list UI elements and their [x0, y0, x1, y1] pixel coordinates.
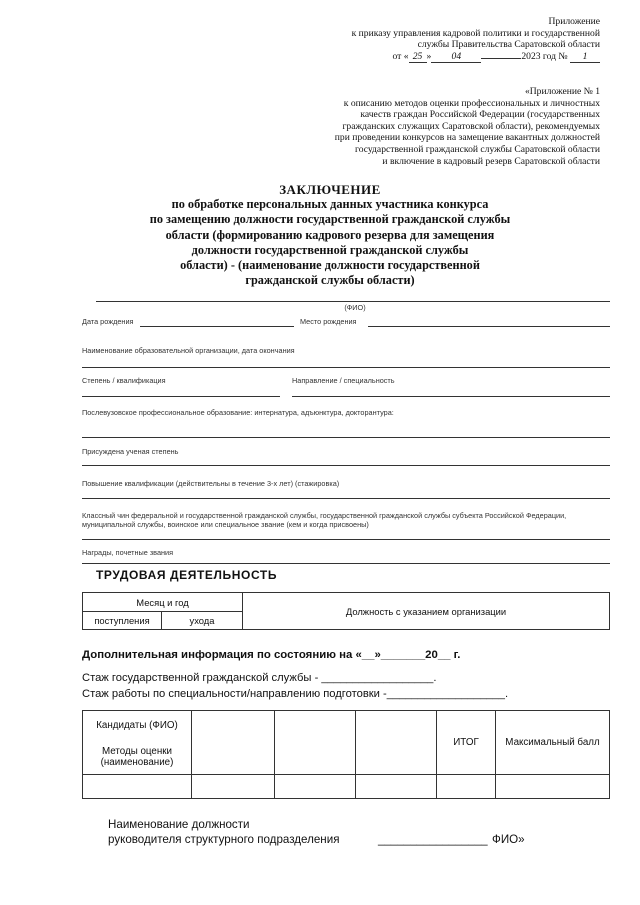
degree-label: Степень / квалификация [82, 376, 166, 385]
signature-department: руководителя структурного подразделения [108, 833, 340, 846]
eval-cell [437, 775, 496, 799]
appendix-block [335, 86, 600, 167]
candidates-header: Кандидаты (ФИО) [83, 711, 192, 740]
month-year-header: Месяц и год [83, 593, 243, 612]
appendix-line: «Приложение № 1 [524, 86, 600, 97]
signature-line: _________________ [378, 833, 488, 846]
candidate-col-1 [192, 711, 275, 775]
education-label: Наименование образовательной организации, дата окончания [82, 346, 295, 355]
header-line2: к приказу управления кадровой политики и государственной [351, 27, 600, 39]
work-table [82, 592, 610, 630]
leave-header: ухода [162, 612, 243, 630]
birth-date-label: Дата рождения [82, 317, 134, 326]
appendix-line: качеств граждан Российской Федерации (государственных [360, 109, 600, 121]
academic-degree-line [82, 465, 610, 466]
entry-header: поступления [83, 612, 162, 630]
header-day: 25 [409, 51, 427, 64]
birth-place-label: Место рождения [300, 317, 357, 326]
appendix-line: и включение в кадровый резерв Саратовской области [382, 155, 600, 167]
class-rank-label-2: муниципальной службы, воинское или специальное звание (кем и когда присвоены) [82, 520, 369, 529]
evaluation-table [82, 710, 610, 799]
header-line1: Приложение [548, 16, 600, 27]
fio-line [96, 301, 610, 302]
signature-position: Наименование должности [108, 818, 250, 831]
title-line: области) - (наименование должности государственной [180, 258, 480, 273]
appendix-line: государственной гражданской службы Саратовской области [355, 143, 600, 155]
qualification-upgrade-line [82, 498, 610, 499]
candidate-col-2 [275, 711, 356, 775]
direction-line [292, 396, 610, 397]
max-score-header: Максимальный балл [496, 711, 610, 775]
work-heading: ТРУДОВАЯ ДЕЯТЕЛЬНОСТЬ [96, 568, 278, 582]
academic-degree-label: Присуждена ученая степень [82, 447, 179, 456]
title-main: ЗАКЛЮЧЕНИЕ [279, 182, 381, 197]
postgraduate-label: Послевузовское профессиональное образование: интернатура, адъюнктура, докторантура: [82, 408, 394, 417]
title-line: по замещению должности государственной гражданской службы [149, 212, 511, 227]
signature-fio: ФИО» [492, 833, 525, 846]
appendix-line: при проведении конкурсов на замещение вакантных должностей [334, 132, 600, 144]
awards-line [82, 563, 610, 564]
total-header: ИТОГ [437, 711, 496, 775]
awards-label: Награды, почетные звания [82, 548, 174, 557]
header-number: 1 [570, 51, 600, 64]
title-line: области (формированию кадрового резерва для замещения [165, 227, 495, 242]
header-date-line: от « 25 » 04 2023 год № 1 [352, 51, 600, 64]
header-line3: службы Правительства Саратовской области [417, 39, 600, 51]
fio-label: (ФИО) [344, 303, 366, 312]
header-block [352, 16, 600, 63]
appendix-line: гражданских служащих Саратовской области), рекомендуемых [342, 120, 600, 132]
header-month: 04 [431, 51, 481, 64]
position-header: Должность с указанием организации [243, 593, 610, 630]
service-length: Стаж государственной гражданской службы - __________________. [82, 672, 437, 684]
additional-heading: Дополнительная информация по состоянию на «__»_______20__ г. [82, 649, 461, 661]
class-rank-line [82, 539, 610, 540]
birth-place-line [368, 326, 610, 327]
candidate-col-3 [356, 711, 437, 775]
eval-cell [496, 775, 610, 799]
methods-header: Методы оценки (наименование) [83, 740, 192, 775]
document-title [80, 182, 580, 288]
eval-cell [275, 775, 356, 799]
title-line: по обработке персональных данных участника конкурса [171, 197, 489, 212]
eval-cell [192, 775, 275, 799]
degree-line [82, 396, 280, 397]
postgraduate-line [82, 437, 610, 438]
birth-date-line [140, 326, 294, 327]
appendix-line: к описанию методов оценки профессиональных и личностных [343, 97, 600, 109]
specialty-length: Стаж работы по специальности/направлению подготовки -___________________. [82, 688, 509, 700]
eval-cell [356, 775, 437, 799]
education-line [82, 367, 610, 368]
title-line: гражданской службы области) [245, 273, 415, 288]
class-rank-label-1: Классный чин федеральной и государственной гражданской службы, государственной гражданской службы субъекта Российской Федерации, [82, 511, 567, 520]
eval-cell [83, 775, 192, 799]
qualification-upgrade-label: Повышение квалификации (действительны в течение 3-х лет) (стажировка) [82, 479, 340, 488]
direction-label: Направление / специальность [292, 376, 395, 385]
title-line: должности государственной гражданской службы [191, 242, 469, 257]
